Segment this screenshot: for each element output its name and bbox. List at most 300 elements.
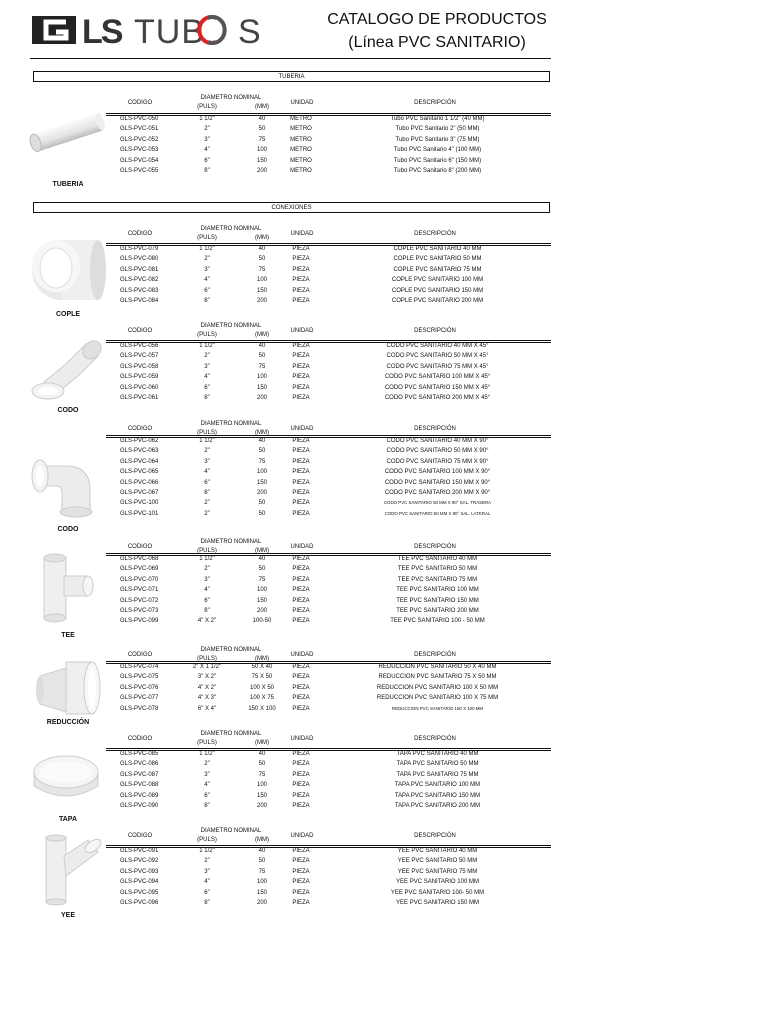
col-header-unidad: UNIDAD — [290, 736, 314, 742]
cell-puls: 8" — [204, 168, 210, 174]
cell-puls: 8" — [204, 298, 210, 304]
cell-unidad: METRO — [290, 157, 312, 164]
cell-codigo: GLS-PVC-090 — [120, 803, 159, 809]
cell-mm: 200 — [256, 900, 267, 906]
col-header-unidad: UNIDAD — [290, 426, 314, 432]
cell-mm: 40 — [258, 848, 266, 854]
table-row — [0, 759, 768, 770]
cell-unidad: PIEZA — [292, 587, 310, 594]
title-line-2: (Línea PVC SANITARIO) — [348, 34, 526, 51]
cell-codigo: GLS-PVC-077 — [120, 695, 159, 702]
cell-puls: 8" — [204, 395, 210, 401]
cell-descripcion: REDUCCION PVC SANITARIO 150 X 100 MM — [391, 705, 484, 711]
cell-descripcion: CODO PVC SANITARIO 50 MM X 90° SAL. TRASERA — [383, 500, 492, 506]
col-header-mm: (MM) — [255, 740, 269, 746]
cell-codigo: GLS-PVC-069 — [120, 566, 159, 573]
cell-mm: 150 — [256, 157, 267, 164]
cell-codigo: GLS-PVC-061 — [120, 395, 159, 401]
cell-unidad: PIEZA — [292, 695, 310, 702]
cell-codigo: GLS-PVC-065 — [120, 469, 159, 476]
cell-codigo: GLS-PVC-070 — [120, 576, 159, 583]
cell-descripcion: Tubo PVC Sanitario 1 1/2" (40 MM) — [390, 116, 485, 122]
cell-mm: 75 X 50 — [251, 674, 273, 681]
cell-descripcion: TAPA PVC SANITARIO 75 MM — [396, 771, 479, 778]
cell-mm: 200 — [256, 490, 267, 496]
table-row — [0, 244, 768, 255]
cell-unidad: PIEZA — [292, 751, 310, 757]
cell-descripcion: REDUCCION PVC SANITARIO 50 X 40 MM — [378, 664, 497, 670]
cell-mm: 50 — [258, 858, 266, 865]
table-row — [0, 575, 768, 586]
cell-codigo: GLS-PVC-058 — [120, 363, 159, 370]
cell-puls: 1 1/2" — [199, 343, 215, 349]
col-header-codigo: CODIGO — [127, 328, 153, 334]
cell-descripcion: CODO PVC SANITARIO 150 MM X 90° — [384, 479, 491, 486]
cell-descripcion: REDUCCION PVC SANITARIO 75 X 50 MM — [378, 674, 497, 681]
cell-mm: 100 — [256, 469, 267, 476]
cell-descripcion: Tubo PVC Sanitario 2" (50 MM) — [395, 126, 480, 133]
cell-puls: 1 1/2" — [199, 438, 215, 444]
cell-unidad: PIEZA — [292, 792, 310, 799]
cell-mm: 100 X 50 — [249, 684, 275, 691]
cell-descripcion: CODO PVC SANITARIO 50 MM X 45° — [386, 353, 489, 360]
cell-unidad: PIEZA — [292, 868, 310, 875]
table-row — [0, 436, 768, 447]
col-header-puls: (PULS) — [197, 235, 217, 241]
col-header-puls: (PULS) — [197, 837, 217, 843]
cell-descripcion: TAPA PVC SANITARIO 40 MM — [396, 751, 479, 757]
cell-mm: 50 — [258, 500, 266, 507]
cell-descripcion: CODO PVC SANITARIO 75 MM X 45° — [386, 363, 489, 370]
cell-unidad: METRO — [290, 116, 312, 122]
cell-unidad: PIEZA — [292, 277, 310, 284]
svg-text:TUB: TUB — [134, 13, 205, 50]
table-row — [0, 704, 768, 715]
cell-mm: 50 — [258, 761, 266, 768]
cell-descripcion: TAPA PVC SANITARIO 200 MM — [394, 803, 481, 809]
table-row — [0, 509, 768, 520]
cell-unidad: PIEZA — [292, 287, 310, 294]
cell-mm: 75 — [258, 363, 266, 370]
table-row — [0, 585, 768, 596]
col-header-unidad: UNIDAD — [290, 833, 314, 839]
cell-puls: 2" X 1 1/2" — [192, 664, 222, 670]
cell-descripcion: CODO PVC SANITARIO 100 MM X 90° — [384, 469, 491, 476]
cell-puls: 3" — [204, 576, 210, 583]
table-row — [0, 383, 768, 394]
cell-mm: 75 — [258, 868, 266, 875]
col-header-unidad: UNIDAD — [290, 652, 314, 658]
cell-puls: 2" — [204, 761, 210, 768]
cell-unidad: PIEZA — [292, 395, 310, 401]
cell-unidad: PIEZA — [292, 343, 310, 349]
cell-unidad: PIEZA — [292, 384, 310, 391]
cell-mm: 100 X 75 — [249, 695, 275, 702]
cell-codigo: GLS-PVC-075 — [120, 674, 159, 681]
cell-codigo: GLS-PVC-091 — [120, 848, 159, 854]
cell-puls: 2" — [204, 510, 210, 517]
cell-puls: 8" — [204, 803, 210, 809]
col-header-mm: (MM) — [255, 656, 269, 662]
cell-mm: 100-50 — [252, 618, 272, 625]
table-row — [0, 683, 768, 694]
table-row — [0, 877, 768, 888]
cell-descripcion: YEE PVC SANITARIO 50 MM — [397, 858, 478, 865]
col-header-puls: (PULS) — [197, 740, 217, 746]
cell-codigo: GLS-PVC-086 — [120, 761, 159, 768]
section-conexiones: CONEXIONES — [33, 202, 550, 213]
cell-puls: 6" X 4" — [197, 705, 217, 712]
header-divider — [30, 58, 551, 59]
cell-puls: 6" — [204, 157, 210, 164]
cell-unidad: PIEZA — [292, 246, 310, 252]
cell-unidad: PIEZA — [292, 674, 310, 681]
cell-codigo: GLS-PVC-073 — [120, 608, 159, 614]
cell-descripcion: YEE PVC SANITARIO 75 MM — [397, 868, 478, 875]
cell-puls: 2" — [204, 500, 210, 507]
cell-descripcion: TEE PVC SANITARIO 200 MM — [396, 608, 479, 614]
cell-codigo: GLS-PVC-074 — [120, 664, 159, 670]
cell-mm: 40 — [258, 438, 266, 444]
cell-mm: 150 — [256, 384, 267, 391]
cell-puls: 1 1/2" — [199, 848, 215, 854]
col-header-unidad: UNIDAD — [290, 231, 314, 237]
cell-descripcion: Tubo PVC Sanitario 3" (75 MM) — [395, 136, 480, 143]
cell-descripcion: CODO PVC SANITARIO 150 MM X 45° — [384, 384, 491, 391]
cell-mm: 100 — [256, 374, 267, 381]
table-row — [0, 362, 768, 373]
section-tuberia: TUBERIA — [33, 71, 550, 82]
cell-descripcion: TEE PVC SANITARIO 50 MM — [397, 566, 478, 573]
table-row — [0, 254, 768, 265]
cell-unidad: PIEZA — [292, 566, 310, 573]
cell-descripcion: REDUCCION PVC SANITARIO 100 X 75 MM — [376, 695, 499, 702]
cell-mm: 40 — [258, 556, 266, 562]
cell-codigo: GLS-PVC-080 — [120, 256, 159, 263]
cell-mm: 40 — [258, 343, 266, 349]
cell-puls: 6" — [204, 287, 210, 294]
cell-mm: 150 — [256, 792, 267, 799]
cell-descripcion: TEE PVC SANITARIO 40 MM — [397, 556, 478, 562]
cell-puls: 4" X 2" — [197, 618, 217, 625]
cell-mm: 50 — [258, 126, 266, 133]
cell-mm: 50 — [258, 448, 266, 455]
table-row — [0, 867, 768, 878]
cell-descripcion: CODO PVC SANITARIO 200 MM X 90° — [384, 490, 491, 496]
cell-unidad: PIEZA — [292, 803, 310, 809]
cell-mm: 100 — [256, 879, 267, 886]
cell-mm: 50 — [258, 256, 266, 263]
cell-puls: 6" — [204, 889, 210, 896]
col-header-mm: (MM) — [255, 332, 269, 338]
table-row — [0, 156, 768, 167]
cell-mm: 50 — [258, 353, 266, 360]
cell-mm: 40 — [258, 751, 266, 757]
cell-codigo: GLS-PVC-087 — [120, 771, 159, 778]
table-row — [0, 351, 768, 362]
col-header-puls: (PULS) — [197, 548, 217, 554]
cell-mm: 50 X 40 — [251, 664, 273, 670]
cell-mm: 100 — [256, 587, 267, 594]
table-row — [0, 564, 768, 575]
cell-codigo: GLS-PVC-083 — [120, 287, 159, 294]
table-row — [0, 286, 768, 297]
table-row — [0, 372, 768, 383]
cell-puls: 4" — [204, 879, 210, 886]
cell-mm: 200 — [256, 608, 267, 614]
col-header-mm: (MM) — [255, 837, 269, 843]
svg-text:LS: LS — [82, 13, 122, 50]
table-row — [0, 596, 768, 607]
table-row — [0, 898, 768, 909]
cell-puls: 4" — [204, 469, 210, 476]
cell-codigo: GLS-PVC-092 — [120, 858, 159, 865]
cell-descripcion: TEE PVC SANITARIO 100 - 50 MM — [390, 618, 485, 625]
cell-puls: 4" X 3" — [197, 695, 217, 702]
table-row — [0, 446, 768, 457]
cell-codigo: GLS-PVC-071 — [120, 587, 159, 594]
cell-unidad: PIEZA — [292, 705, 310, 712]
cell-descripcion: YEE PVC SANITARIO 100- 50 MM — [390, 889, 485, 896]
table-row — [0, 166, 768, 177]
cell-descripcion: TEE PVC SANITARIO 100 MM — [396, 587, 479, 594]
cell-codigo: GLS-PVC-052 — [120, 136, 159, 143]
cell-mm: 200 — [256, 298, 267, 304]
cell-unidad: PIEZA — [292, 608, 310, 614]
col-header-descripcion: DESCRIPCIÓN — [414, 833, 456, 839]
table-row — [0, 846, 768, 857]
cell-puls: 4" — [204, 277, 210, 284]
cell-mm: 50 — [258, 510, 266, 517]
cell-codigo: GLS-PVC-055 — [120, 168, 159, 174]
cell-descripcion: YEE PVC SANITARIO 150 MM — [396, 900, 479, 906]
cell-unidad: PIEZA — [292, 374, 310, 381]
cell-descripcion: CODO PVC SANITARIO 75 MM X 90° — [386, 458, 489, 465]
col-header-diametro: DIAMETRO NOMINAL — [200, 647, 262, 653]
cell-descripcion: YEE PVC SANITARIO 100 MM — [396, 879, 479, 886]
col-header-diametro: DIAMETRO NOMINAL — [200, 95, 262, 101]
product-label: TAPA — [58, 816, 78, 823]
cell-mm: 100 — [256, 147, 267, 154]
table-row — [0, 672, 768, 683]
table-row — [0, 749, 768, 760]
cell-unidad: PIEZA — [292, 900, 310, 906]
cell-codigo: GLS-PVC-101 — [120, 510, 159, 517]
cell-codigo: GLS-PVC-059 — [120, 374, 159, 381]
cell-mm: 75 — [258, 266, 266, 273]
cell-unidad: PIEZA — [292, 469, 310, 476]
cell-puls: 6" — [204, 479, 210, 486]
cell-codigo: GLS-PVC-094 — [120, 879, 159, 886]
cell-puls: 2" — [204, 256, 210, 263]
cell-descripcion: COPLE PVC SANITARIO 75 MM — [393, 266, 482, 273]
cell-codigo: GLS-PVC-076 — [120, 684, 159, 691]
cell-codigo: GLS-PVC-079 — [120, 246, 159, 252]
cell-puls: 3" — [204, 266, 210, 273]
cell-puls: 3" X 2" — [197, 674, 217, 681]
cell-puls: 6" — [204, 384, 210, 391]
cell-codigo: GLS-PVC-067 — [120, 490, 159, 496]
cell-puls: 2" — [204, 448, 210, 455]
svg-text:S: S — [238, 13, 261, 50]
cell-mm: 150 X 100 — [248, 705, 276, 712]
glstubos-logo — [30, 10, 300, 50]
col-header-descripcion: DESCRIPCIÓN — [414, 100, 456, 106]
cell-unidad: PIEZA — [292, 597, 310, 604]
cell-unidad: PIEZA — [292, 761, 310, 768]
cell-codigo: GLS-PVC-050 — [120, 116, 159, 122]
cell-unidad: PIEZA — [292, 353, 310, 360]
cell-descripcion: CODO PVC SANITARIO 50 MM X 90° SAL. LATERAL — [384, 510, 491, 516]
table-row — [0, 114, 768, 125]
col-header-unidad: UNIDAD — [290, 100, 314, 106]
cell-unidad: PIEZA — [292, 576, 310, 583]
cell-unidad: PIEZA — [292, 664, 310, 670]
table-row — [0, 801, 768, 812]
cell-puls: 2" — [204, 353, 210, 360]
cell-unidad: PIEZA — [292, 879, 310, 886]
cell-codigo: GLS-PVC-082 — [120, 277, 159, 284]
table-row — [0, 791, 768, 802]
col-header-codigo: CODIGO — [127, 652, 153, 658]
cell-codigo: GLS-PVC-078 — [120, 705, 159, 712]
col-header-diametro: DIAMETRO NOMINAL — [200, 828, 262, 834]
cell-mm: 75 — [258, 136, 266, 143]
cell-unidad: METRO — [290, 136, 312, 143]
cell-puls: 4" X 2" — [197, 684, 217, 691]
col-header-mm: (MM) — [255, 548, 269, 554]
cell-unidad: PIEZA — [292, 618, 310, 625]
cell-puls: 3" — [204, 363, 210, 370]
product-label: TEE — [61, 632, 75, 639]
cell-puls: 3" — [204, 771, 210, 778]
cell-unidad: PIEZA — [292, 510, 310, 517]
cell-codigo: GLS-PVC-085 — [120, 751, 159, 757]
product-label: REDUCCIÓN — [46, 719, 90, 726]
col-header-diametro: DIAMETRO NOMINAL — [200, 323, 262, 329]
cell-unidad: PIEZA — [292, 438, 310, 444]
cell-mm: 75 — [258, 771, 266, 778]
table-row — [0, 662, 768, 673]
cell-mm: 200 — [256, 168, 267, 174]
cell-puls: 4" — [204, 587, 210, 594]
cell-codigo: GLS-PVC-066 — [120, 479, 159, 486]
cell-unidad: PIEZA — [292, 490, 310, 496]
cell-mm: 150 — [256, 889, 267, 896]
cell-descripcion: Tubo PVC Sanitario 4" (100 MM) — [393, 147, 482, 154]
cell-descripcion: COPLE PVC SANITARIO 40 MM — [393, 246, 482, 252]
cell-codigo: GLS-PVC-084 — [120, 298, 159, 304]
col-header-descripcion: DESCRIPCIÓN — [414, 544, 456, 550]
cell-unidad: PIEZA — [292, 858, 310, 865]
cell-puls: 4" — [204, 147, 210, 154]
table-row — [0, 145, 768, 156]
cell-codigo: GLS-PVC-054 — [120, 157, 159, 164]
col-header-diametro: DIAMETRO NOMINAL — [200, 226, 262, 232]
cell-unidad: PIEZA — [292, 479, 310, 486]
cell-unidad: PIEZA — [292, 458, 310, 465]
cell-puls: 1 1/2" — [199, 751, 215, 757]
cell-unidad: PIEZA — [292, 848, 310, 854]
cell-puls: 6" — [204, 792, 210, 799]
cell-codigo: GLS-PVC-068 — [120, 556, 159, 562]
table-row — [0, 488, 768, 499]
product-label: TUBERIA — [52, 181, 84, 188]
cell-unidad: PIEZA — [292, 266, 310, 273]
col-header-codigo: CODIGO — [127, 100, 153, 106]
table-row — [0, 296, 768, 307]
cell-descripcion: CODO PVC SANITARIO 40 MM X 90° — [386, 438, 489, 444]
cell-codigo: GLS-PVC-063 — [120, 448, 159, 455]
table-row — [0, 693, 768, 704]
table-row — [0, 467, 768, 478]
cell-mm: 40 — [258, 116, 266, 122]
cell-puls: 2" — [204, 858, 210, 865]
cell-codigo: GLS-PVC-089 — [120, 792, 159, 799]
col-header-unidad: UNIDAD — [290, 544, 314, 550]
cell-puls: 8" — [204, 900, 210, 906]
cell-puls: 6" — [204, 597, 210, 604]
cell-puls: 3" — [204, 458, 210, 465]
col-header-mm: (MM) — [255, 104, 269, 110]
cell-mm: 75 — [258, 576, 266, 583]
cell-unidad: PIEZA — [292, 298, 310, 304]
cell-unidad: METRO — [290, 168, 312, 174]
table-row — [0, 341, 768, 352]
col-header-unidad: UNIDAD — [290, 328, 314, 334]
cell-unidad: PIEZA — [292, 256, 310, 263]
cell-codigo: GLS-PVC-056 — [120, 343, 159, 349]
col-header-diametro: DIAMETRO NOMINAL — [200, 539, 262, 545]
cell-descripcion: COPLE PVC SANITARIO 50 MM — [393, 256, 482, 263]
cell-descripcion: TEE PVC SANITARIO 75 MM — [397, 576, 478, 583]
col-header-codigo: CODIGO — [127, 231, 153, 237]
cell-codigo: GLS-PVC-072 — [120, 597, 159, 604]
product-label: CODO — [57, 407, 79, 414]
cell-puls: 1 1/2" — [199, 246, 215, 252]
cell-descripcion: COPLE PVC SANITARIO 150 MM — [391, 287, 484, 294]
cell-descripcion: TAPA PVC SANITARIO 50 MM — [396, 761, 479, 768]
cell-codigo: GLS-PVC-100 — [120, 500, 159, 507]
cell-puls: 1 1/2" — [199, 556, 215, 562]
cell-descripcion: CODO PVC SANITARIO 40 MM X 45° — [386, 343, 489, 349]
cell-codigo: GLS-PVC-062 — [120, 438, 159, 444]
cell-codigo: GLS-PVC-096 — [120, 900, 159, 906]
product-label: CODO — [57, 526, 79, 533]
cell-descripcion: CODO PVC SANITARIO 50 MM X 90° — [386, 448, 489, 455]
cell-unidad: PIEZA — [292, 448, 310, 455]
cell-puls: 2" — [204, 566, 210, 573]
table-row — [0, 856, 768, 867]
cell-unidad: PIEZA — [292, 684, 310, 691]
cell-mm: 50 — [258, 566, 266, 573]
cell-unidad: METRO — [290, 147, 312, 154]
table-row — [0, 888, 768, 899]
cell-puls: 1 1/2" — [199, 116, 215, 122]
table-row — [0, 393, 768, 404]
cell-codigo: GLS-PVC-064 — [120, 458, 159, 465]
cell-codigo: GLS-PVC-060 — [120, 384, 159, 391]
table-row — [0, 135, 768, 146]
cell-descripcion: COPLE PVC SANITARIO 100 MM — [391, 277, 484, 284]
cell-puls: 4" — [204, 374, 210, 381]
cell-descripcion: Tubo PVC Sanitario 8" (200 MM) — [393, 168, 482, 174]
table-row — [0, 616, 768, 627]
col-header-codigo: CODIGO — [127, 544, 153, 550]
col-header-puls: (PULS) — [197, 656, 217, 662]
table-row — [0, 265, 768, 276]
cell-unidad: PIEZA — [292, 556, 310, 562]
